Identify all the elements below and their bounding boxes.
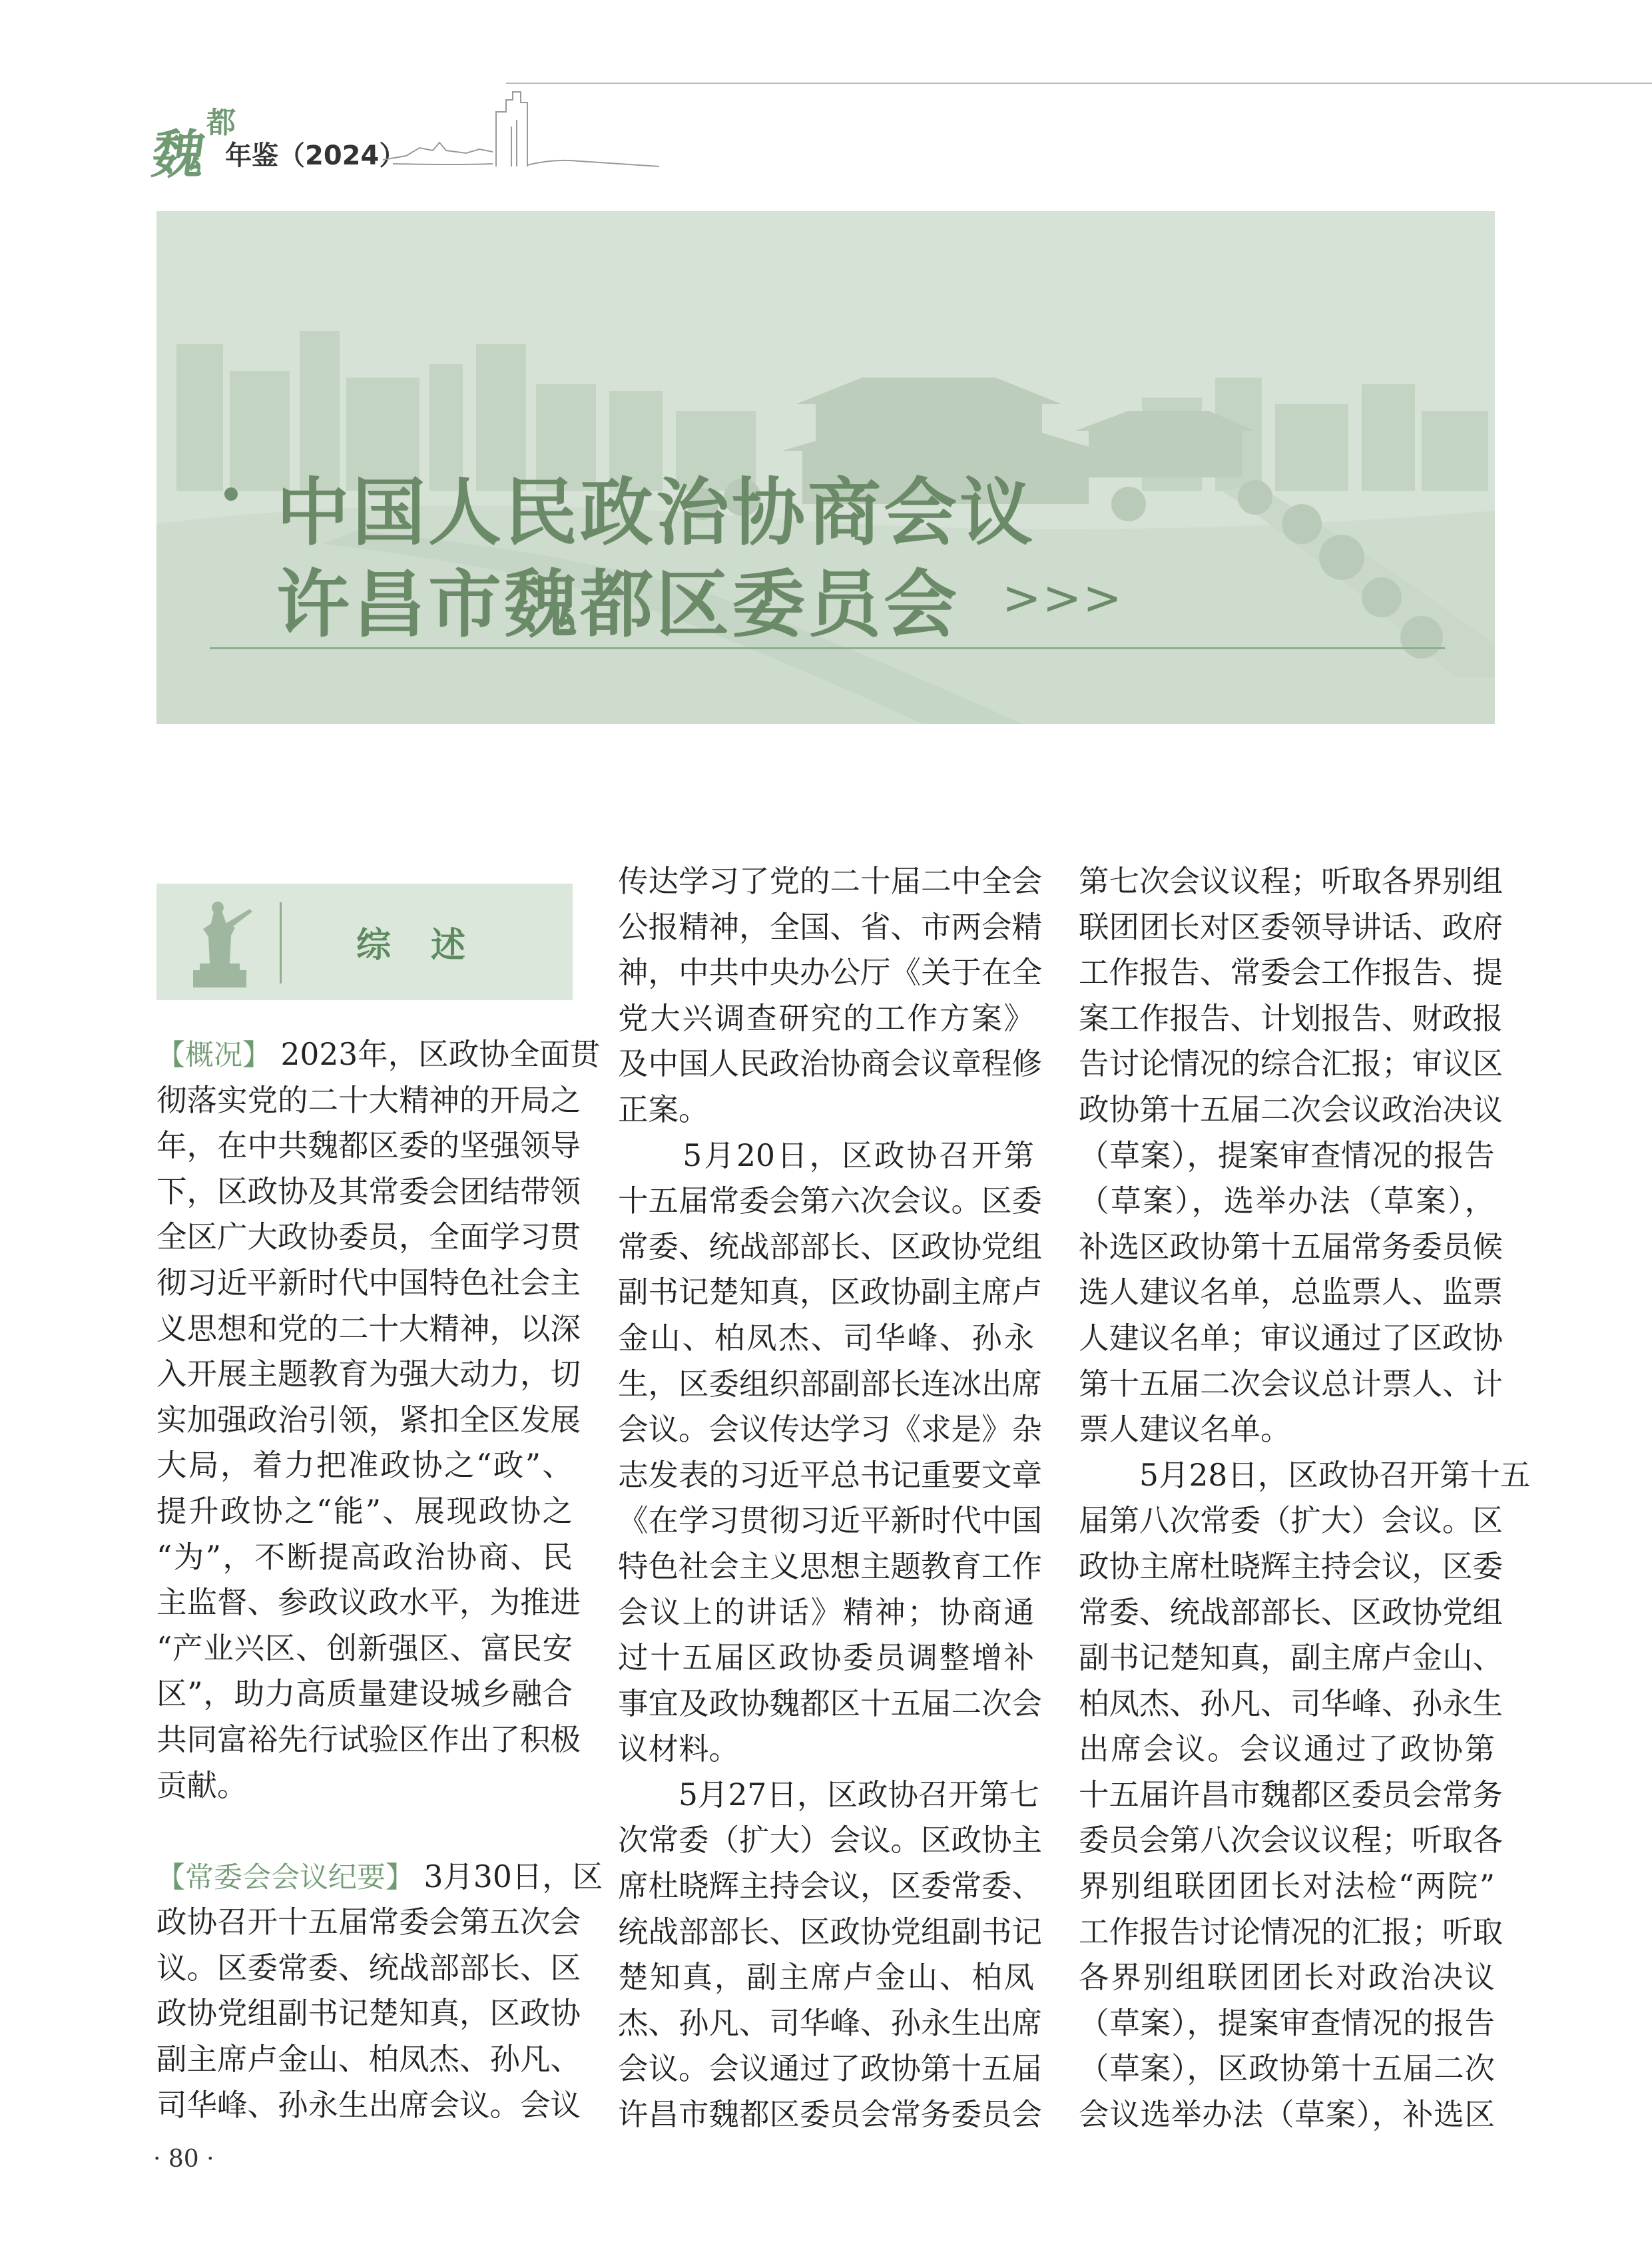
text-line: 入开展主题教育为强大动力，切 xyxy=(156,1356,581,1392)
chapter-banner xyxy=(156,211,1495,724)
text-line: 正案。 xyxy=(618,1091,709,1127)
text-line: 全区广大政协委员，全面学习贯 xyxy=(156,1219,581,1255)
text-line: 区”，助力高质量建设城乡融合 xyxy=(156,1676,573,1712)
text-line: 提升政协之“能”、展现政协之 xyxy=(156,1493,573,1529)
text-line: 会议选举办法（草案），补选区 xyxy=(1079,2097,1495,2133)
section-divider xyxy=(280,902,282,983)
text-line: 会议上的讲话》精神；协商通 xyxy=(618,1594,1034,1630)
text-line: 实加强政治引领，紧扣全区发展 xyxy=(156,1402,581,1438)
yearbook-logo-year: 年鉴（2024） xyxy=(225,140,406,171)
text-line: 会议。会议传达学习《求是》杂 xyxy=(618,1412,1043,1448)
skyline-icon xyxy=(380,87,673,173)
running-header xyxy=(148,87,1652,185)
text-line: 人建议名单；审议通过了区政协 xyxy=(1079,1320,1504,1356)
text-line: 下，区政协及其常委会团结带领 xyxy=(156,1173,581,1209)
text-line: 金山、柏凤杰、司华峰、孙永 xyxy=(618,1320,1034,1356)
text-line: 第七次会议议程；听取各界别组 xyxy=(1079,864,1504,899)
text-line-content: 2023年，区政协全面贯 xyxy=(271,1037,601,1072)
text-line: 第十五届二次会议总计票人、计 xyxy=(1079,1366,1504,1402)
text-line xyxy=(156,1032,601,1078)
text-line: 选人建议名单，总监票人、监票 xyxy=(1079,1274,1504,1310)
text-line: 许昌市魏都区委员会常务委员会 xyxy=(618,2097,1043,2133)
text-line: 副主席卢金山、柏凤杰、孙凡、 xyxy=(156,2042,581,2078)
chevron-right-icon: >>> xyxy=(1002,571,1123,625)
text-line: 议材料。 xyxy=(618,1731,740,1767)
text-line: 主监督、参政议政水平，为推进 xyxy=(156,1585,581,1621)
text-line: 界别组联团团长对法检“两院” xyxy=(1079,1868,1495,1904)
statue-icon xyxy=(170,897,270,990)
text-line: 联团团长对区委领导讲话、政府 xyxy=(1079,909,1504,945)
text-line: 共同富裕先行试验区作出了积极 xyxy=(156,1721,581,1757)
text-line: “为”，不断提高政治协商、民 xyxy=(156,1539,573,1575)
text-line: 5月27日，区政协召开第七 xyxy=(618,1777,1039,1813)
text-line: 彻落实党的二十大精神的开局之 xyxy=(156,1082,581,1118)
text-line: 委员会第八次会议议程；听取各 xyxy=(1079,1822,1504,1858)
text-line: 党大兴调查研究的工作方案》 xyxy=(618,1000,1034,1036)
header-rule xyxy=(506,83,1652,84)
text-line: 彻习近平新时代中国特色社会主 xyxy=(156,1264,581,1300)
text-line: 工作报告讨论情况的汇报；听取 xyxy=(1079,1914,1504,1950)
yearbook-logo-char2: 都 xyxy=(206,106,236,140)
text-line: 5月20日，区政协召开第 xyxy=(618,1137,1034,1173)
text-line: 票人建议名单。 xyxy=(1079,1412,1291,1448)
text-line: 生，区委组织部副部长连冰出席 xyxy=(618,1366,1043,1402)
text-line: 会议。会议通过了政协第十五届 xyxy=(618,2051,1043,2087)
text-line: 副书记楚知真，区政协副主席卢 xyxy=(618,1274,1043,1310)
text-line: 次常委（扩大）会议。区政协主 xyxy=(618,1822,1043,1858)
text-line: 柏凤杰、孙凡、司华峰、孙永生 xyxy=(1079,1685,1504,1721)
text-line: 及中国人民政治协商会议章程修 xyxy=(618,1046,1043,1082)
text-line: 十五届许昌市魏都区委员会常务 xyxy=(1079,1777,1504,1813)
yearbook-logo-char1: 魏 xyxy=(148,125,209,185)
text-line: 各界别组联团团长对政治决议 xyxy=(1079,1960,1495,1996)
text-line: 副书记楚知真，副主席卢金山、 xyxy=(1079,1640,1504,1676)
text-line: 司华峰、孙永生出席会议。会议 xyxy=(156,2087,581,2123)
text-column-1 xyxy=(156,1032,603,2128)
text-line: 十五届常委会第六次会议。区委 xyxy=(618,1183,1043,1219)
text-line: （草案），提案审查情况的报告 xyxy=(1079,2005,1495,2041)
banner-rule xyxy=(210,647,1445,649)
text-line: 席杜晓辉主持会议，区委常委、 xyxy=(618,1868,1043,1904)
text-line: 事宜及政协魏都区十五届二次会 xyxy=(618,1685,1043,1721)
text-line: 特色社会主义思想主题教育工作 xyxy=(618,1548,1043,1584)
paragraph-tag-overview: 【概况】 xyxy=(156,1039,271,1072)
text-line: 大局，着力把准政协之“政”、 xyxy=(156,1448,573,1484)
text-line: 告讨论情况的综合汇报；审议区 xyxy=(1079,1046,1504,1082)
text-line: 议。区委常委、统战部部长、区 xyxy=(156,1950,581,1986)
text-line: 补选区政协第十五届常务委员候 xyxy=(1079,1229,1504,1264)
text-line: 出席会议。会议通过了政协第 xyxy=(1079,1731,1495,1767)
text-line: 常委、统战部部长、区政协党组 xyxy=(618,1229,1043,1264)
text-line: 政协主席杜晓辉主持会议，区委 xyxy=(1079,1548,1504,1584)
title-bullet xyxy=(224,487,238,501)
text-line: 公报精神，全国、省、市两会精 xyxy=(618,909,1043,945)
text-line: 政协召开十五届常委会第五次会 xyxy=(156,1904,581,1940)
text-line-content: 3月30日，区 xyxy=(414,1858,603,1894)
paragraph-tag-minutes: 【常委会会议纪要】 xyxy=(156,1860,414,1894)
chapter-title-line2: 许昌市魏都区委员会 xyxy=(276,561,960,647)
text-line: （草案），区政协第十五届二次 xyxy=(1079,2051,1495,2087)
text-line: 杰、孙凡、司华峰、孙永生出席 xyxy=(618,2005,1043,2041)
text-line: 楚知真，副主席卢金山、柏凤 xyxy=(618,1960,1034,1996)
text-line: （草案），提案审查情况的报告 xyxy=(1079,1137,1495,1173)
paragraph-gap xyxy=(156,1809,573,1854)
page-number: · 80 · xyxy=(153,2145,214,2173)
text-line: 届第八次常委（扩大）会议。区 xyxy=(1079,1503,1504,1539)
text-line: 义思想和党的二十大精神，以深 xyxy=(156,1310,581,1346)
text-line: 《在学习贯彻习近平新时代中国 xyxy=(618,1503,1043,1539)
text-line xyxy=(156,1854,603,1900)
text-line: 统战部部长、区政协党组副书记 xyxy=(618,1914,1043,1950)
text-line: 案工作报告、计划报告、财政报 xyxy=(1079,1000,1504,1036)
text-line: 政协党组副书记楚知真，区政协 xyxy=(156,1996,581,2032)
text-line: 政协第十五届二次会议政治决议 xyxy=(1079,1091,1504,1127)
text-line: 志发表的习近平总书记重要文章 xyxy=(618,1457,1043,1493)
text-line: 传达学习了党的二十届二中全会 xyxy=(618,864,1043,899)
text-line: 年，在中共魏都区委的坚强领导 xyxy=(156,1128,581,1164)
section-heading xyxy=(156,884,573,1000)
section-title: 综述 xyxy=(356,925,506,966)
text-column-2 xyxy=(618,859,1043,2138)
text-line: 神，中共中央办公厅《关于在全 xyxy=(618,955,1043,991)
text-line: 贡献。 xyxy=(156,1767,248,1803)
text-column-3 xyxy=(1079,859,1531,2138)
text-line: （草案），选举办法（草案）， xyxy=(1079,1183,1495,1219)
text-line: “产业兴区、创新强区、富民安 xyxy=(156,1630,573,1666)
chapter-title-line1: 中国人民政治协商会议 xyxy=(276,469,1035,555)
text-line: 5月28日，区政协召开第十五 xyxy=(1079,1457,1531,1493)
text-line: 过十五届区政协委员调整增补 xyxy=(618,1640,1034,1676)
text-line: 工作报告、常委会工作报告、提 xyxy=(1079,955,1504,991)
text-line: 常委、统战部部长、区政协党组 xyxy=(1079,1594,1504,1630)
